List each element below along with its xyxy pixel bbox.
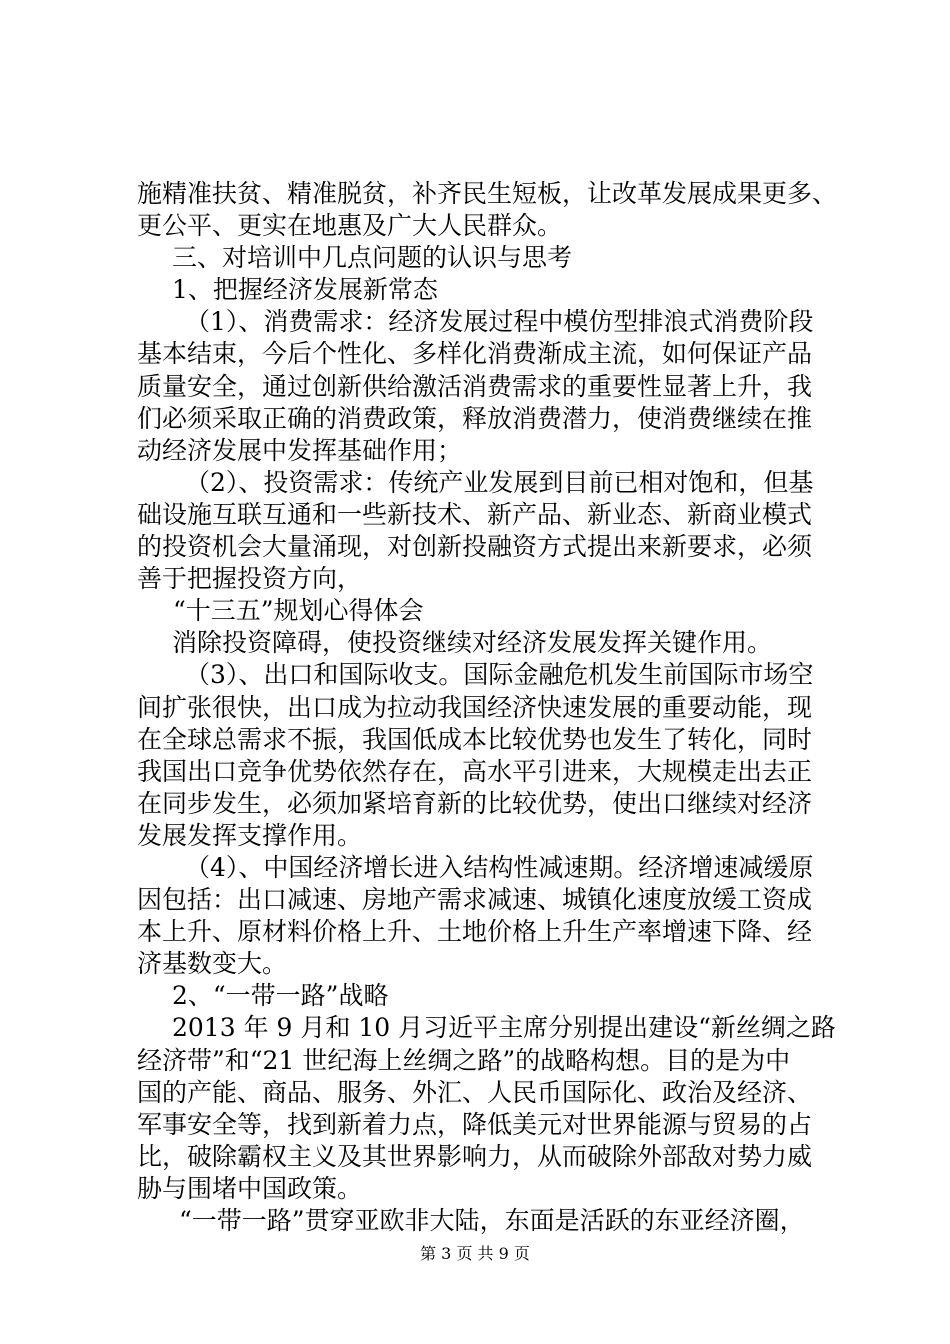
text-line-33: “一带一路”贯穿亚欧非大陆，东面是活跃的东亚经济圈， [179,1206,805,1235]
text-line-28: 经济带”和“21 世纪海上丝绸之路”的战略构想。目的是为中 [137,1045,791,1075]
text-line-7: 质量安全，通过创新供给激活消费需求的重要性显著上升，我 [137,371,813,401]
text-line-29: 国的产能、商品、服务、外汇、人民币国际化、政治及经济、 [137,1077,813,1107]
text-line-31: 比，破除霸权主义及其世界影响力，从而破除外部敌对势力威 [137,1141,813,1171]
text-line-30: 军事安全等，找到新着力点，降低美元对世界能源与贸易的占 [137,1109,813,1139]
section-heading-3: 三、对培训中几点问题的认识与思考 [172,243,573,273]
text-line-11: 础设施互联互通和一些新技术、新产品、新业态、新商业模式 [137,499,813,529]
text-line-18: 在全球总需求不振，我国低成本比较优势也发生了转化，同时 [137,724,813,754]
text-line-6: 基本结束，今后个性化、多样化消费渐成主流，如何保证产品 [137,339,813,369]
text-line-9: 动经济发展中发挥基础作用； [137,435,463,465]
text-line-23: 因包括：出口减速、房地产需求减速、城镇化速度放缓工资成 [137,885,813,915]
text-line-1: 施精准扶贫、精准脱贫，补齐民生短板，让改革发展成果更多、 [137,179,838,208]
text-line-32: 胁与围堵中国政策。 [137,1173,363,1203]
text-line-16: （3）、出口和国际收支。国际金融危机发生前国际市场空 [185,660,814,690]
subheading-1: 1、把握经济发展新常态 [172,275,438,305]
text-line-13: 善于把握投资方向， [137,564,363,594]
text-line-27: 2013 年 9 月和 10 月习近平主席分别提出建设“新丝绸之路 [172,1013,836,1043]
subheading-2: 2、“一带一路”战略 [172,981,389,1011]
text-line-25: 济基数变大。 [137,949,288,979]
text-line-17: 间扩张很快，出口成为拉动我国经济快速发展的重要动能，现 [137,692,813,722]
text-line-22: （4）、中国经济增长进入结构性减速期。经济增速减缓原 [185,852,814,882]
page-number-footer: 第 3 页 共 9 页 [420,1244,530,1263]
text-line-19: 我国出口竞争优势依然存在，高水平引进来，大规模走出去正 [137,756,813,786]
text-line-8: 们必须采取正确的消费政策，释放消费潜力，使消费继续在推 [137,403,813,433]
text-line-24: 本上升、原材料价格上升、土地价格上升生产率增速下降、经 [137,917,813,947]
text-line-10: （2）、投资需求：传统产业发展到目前已相对饱和，但基 [185,467,814,497]
text-line-21: 发展发挥支撑作用。 [137,820,363,850]
text-line-15: 消除投资障碍，使投资继续对经济发展发挥关键作用。 [172,628,773,658]
text-line-5: （1）、消费需求：经济发展过程中模仿型排浪式消费阶段 [185,307,814,337]
text-line-12: 的投资机会大量涌现，对创新投融资方式提出来新要求，必须 [137,532,813,562]
inserted-title-line: “十三五”规划心得体会 [173,596,424,626]
text-line-2: 更公平、更实在地惠及广大人民群众。 [137,211,563,241]
text-line-20: 在同步发生，必须加紧培育新的比较优势，使出口继续对经济 [137,788,813,818]
document-body [137,178,837,1237]
